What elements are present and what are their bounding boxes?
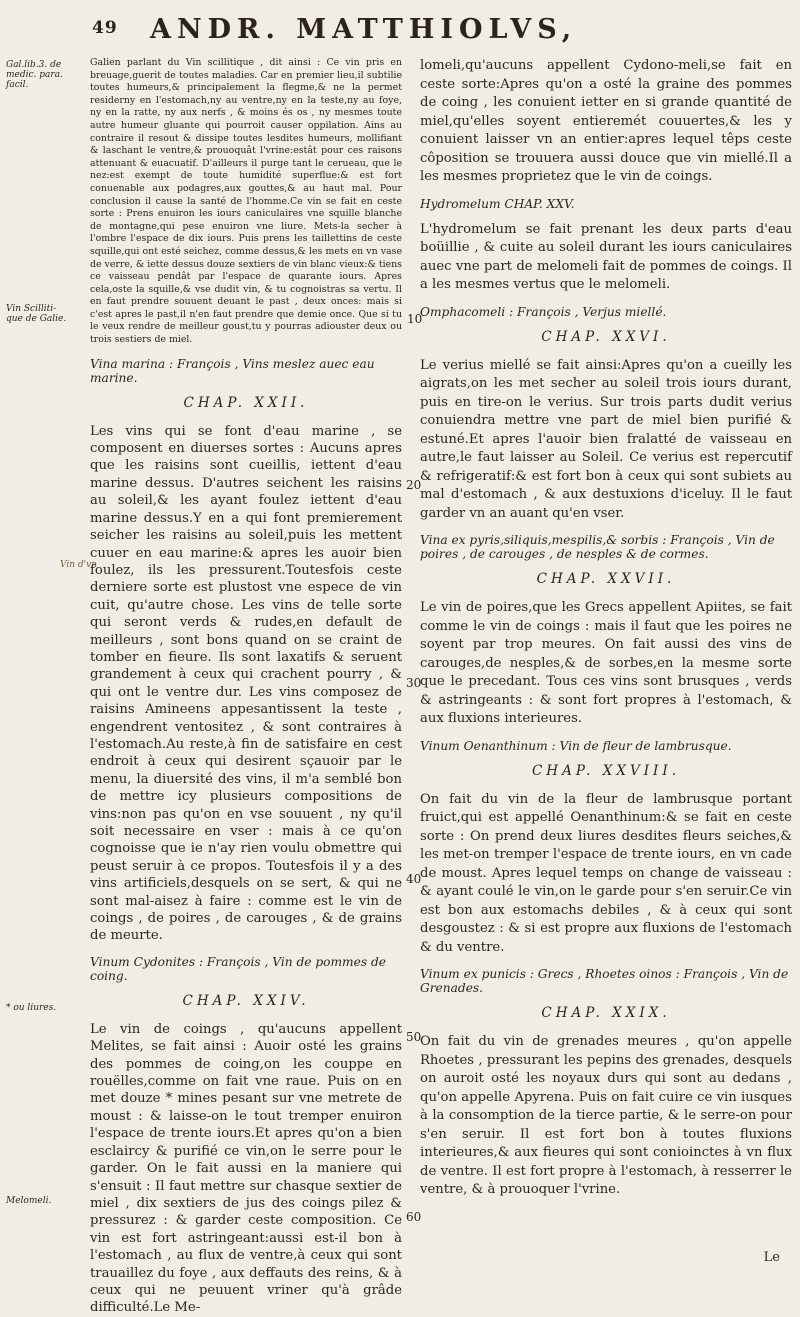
line-number: 10 — [407, 312, 423, 326]
paragraph-vins-marins: Les vins qui se font d'eau marine , se composent en diuerses sortes : Aucuns apres que les raisins sont cueillis, iettent d'eau marine dessus. D'autres seichent les raisins au soleil,& les ayant foulez iettent d'eau marine dessus.Y en a qui font premierement seicher les raisins au soleil,puis les mettent cuuer en eau marine:& apres les auoir bien foulez, ils les pressurent.Toutesfois ceste derniere sorte est plustost vne espece de vin cuit, qu'autre chose. Les vins de telle sorte qui seront verds & rudes,en default de meilleurs , sont bons quand on se craint de tomber en fieure. Ils sont laxatifs & seruent grandement à ceux qui crachent pourry , & qui ont le ventre dur. Les vins composez de raisins Amineens appesantissent la teste , engendrent ventositez , & sont contraires à l'estomach.Au reste,à fin de satisfaire en cest endroit à ceux qui desirent sçauoir par le menu, la diuersité des vins, il m'a semblé bon de mettre icy plusieurs compositions de vins:non pas qu'on en vse souuent , ny qu'il soit necessaire en vser : mais à ce qu'on cognoisse que ie n'ay rien voulu obmettre qui peust seruir à ce propos. Toutesfois il y a des vins artificiels,desquels on se sert, & qui ne sont mal-aisez à faire : comme est le vin de coings , de poires , de carouges , & de grains de meurte. — [90, 423, 402, 944]
heading-oenanthinum: Vinum Oenanthinum : Vin de fleur de lambrusque. — [420, 738, 732, 753]
margin-note-galen: Gal.lib.3. de medic. para. facil. — [6, 60, 63, 90]
chapter-heading: CHAP. XXVII. — [536, 571, 676, 587]
folio-number: 49 — [92, 18, 118, 38]
paragraph-hydromelum: L'hydromelum se fait prenant les deux parts d'eau boüillie , & cuite au soleil durant les iours caniculaires auec vne part de melomeli fait de pommes de coings. Il a les mesmes vertus que le melomeli. — [420, 221, 792, 292]
line-number: 50 — [406, 1030, 422, 1044]
line-number: 30 — [406, 676, 422, 690]
line-number: 20 — [406, 478, 422, 492]
running-head: ANDR. MATTHIOLVS, — [150, 14, 578, 45]
paragraph-lambrusque: On fait du vin de la fleur de lambrusque portant fruict,qui est appellé Oenanthinum:& se fait en ceste sorte : On prend deux liures desdites fleurs seiches,& les met-on tremper l'espace de trente iours, en vn cade de moust. Apres lequel temps on change de vaisseau : & ayant coulé le vin,on le garde pour s'en seruir.Ce vin est bon aux estomachs debiles , & à ceux qui sont desgoustez : & si est propre aux fluxions de l'estomach & du ventre. — [420, 791, 792, 955]
heading-vina-ex-pyris: Vina ex pyris,siliquis,mespilis,& sorbis : François , Vin de poires , de carouges , de nesples & de cormes. — [420, 533, 775, 561]
paragraph-verius-mielle: Le verius miellé se fait ainsi:Apres qu'on a cueilly les aigrats,on les met secher au soleil trois iours durant, puis en tire-on le verius. Sur trois parts dudit verius conuiendra mettre vne part de miel bien purifié & estuné.Et apres l'auoir bien fralatté de vaisseau en autre,le faut laisser au Soleil. Ce verius est repercutif & refrigeratif:& est fort bon à ceux qui sont subiets au mal d'estomach , & aux destuxions d'iceluy. Il le faut garder vn an auant qu'en vser. — [420, 357, 792, 521]
paragraph-grenades: On fait du vin de grenades meures , qu'on appelle Rhoetes , pressurant les pepins des grenades, desquels on auroit osté les noyaux durs qui sont au dedans , qu'on appelle Apyrena. Puis on fait cuire ce vin iusques à la consomption de la tierce partie, & le serre-on pour s'en seruir. Il est fort bon à toutes fluxions interieures,& aux fieures qui sont conioinctes à vn flux de ventre. Il est fort propre à l'estomach, à resserrer le ventre, & à prouoquer l'vrine. — [420, 1034, 792, 1197]
heading-omphacomeli: Omphacomeli : François , Verjus miellé. — [420, 304, 667, 319]
paragraph-scillitique: Galien parlant du Vin scillitique , dit ainsi : Ce vin pris en breuage,guerit de toutes maladies. Car en premier lieu,il subtilie toutes humeurs,& principalement la flegme,& ne la permet residerny en l'estomach,ny au ventre,ny en la teste,ny au foye, ny en la ratte, ny aux nerfs , & moins és os , ny mesmes toute autre humeur gluante qui pourroit causer oppilation. Ains au contraire il resout & dissipe toutes lesdites humeurs, mollifiant & laschant le ventre,& prouoquât l'vrine:estât pour ces raisons attenuant & euacuatif. D'ailleurs il purge tant le cerueau, que le nez:est exempt de toute humidité superflue:& est fort conuenable aux podagres,aux gouttes,& au haut mal. Pour conclusion il cause la santé de l'homme.Ce vin se fait en ceste sorte : Prens enuiron les iours caniculaires vne squille blanche de montagne,qui pese enuiron vne liure. Mets-la secher à l'ombre l'espace de dix iours. Puis prens les taillettins de ceste squille,qui ont esté seichez, comme dessus,& les mets en vn vase de verre, & iette dessus douze sextiers de vin blanc vieux:& tiens ce vaisseau pendât par l'espace de quarante iours. Apres cela,oste la squille,& vse dudit vin, & tu cognoistras sa vertu. Il en faut prendre souuent deuant le past , deux onces: mais si c'est apres le past,il n'en faut prendre que demie once. Que si tu le veux rendre de meilleur goust,tu y pourras adiouster deux ou trois sestiers de miel. — [90, 57, 402, 346]
paragraph-melomeli: lomeli,qu'aucuns appellent Cydono-meli,se fait en ceste sorte:Apres qu'on a osté la graine des pommes de coing , les conuient ietter en si grande quantité de miel,qu'elles soyent entieremét couuertes,& les y conuient laisser vn an entier:apres lequel têps ceste côposition se trouuera aussi douce que vin miellé.Il a les mesmes proprietez que le vin de coings. — [420, 58, 792, 184]
catchword: Le — [763, 1250, 780, 1265]
chapter-heading: CHAP. XXVIII. — [531, 762, 681, 779]
paragraph-vin-de-coings: Le vin de coings , qu'aucuns appellent Melites, se fait ainsi : Auoir osté les grains des pommes de coing,on les couppe en rouëlles,comme on fait vne raue. Puis on en met douze * mines pesant sur vne metrete de moust : & laisse-on le tout tremper enuiron l'espace de trente iours.Et apres qu'on a bien esclaircy & purifié ce vin,on le serre pour le garder. On le fait aussi en la maniere qui s'ensuit : Il faut mettre sur chasque sextier de miel , dix sextiers de jus des coings pilez & pressurez : & garder ceste composition. Ce vin est fort astringeant:aussi est-il bon à l'estomach , au flux de ventre,à ceux qui sont trauaillez du foye , aux deffauts des reins, & à ceux qui ne peuuent vriner qu'à grâde difficulté.Le Me- — [90, 1021, 402, 1316]
chapter-heading: CHAP. XXIX. — [541, 1005, 671, 1021]
heading-cydonites: Vinum Cydonites : François , Vin de pommes de coing. — [90, 954, 386, 983]
left-column — [90, 57, 402, 1317]
margin-note-ornament: Vin d'vn — [60, 560, 97, 570]
chapter-heading: CHAP. XXIV. — [182, 992, 310, 1009]
heading-vina-marina: Vina marina : François , Vins meslez auec eau marine. — [90, 356, 375, 385]
chapter-heading: CHAP. XXII. — [183, 394, 309, 411]
line-number: 60 — [406, 1210, 422, 1224]
paragraph-vin-de-poires: Le vin de poires,que les Grecs appellent Apiites, se fait comme le vin de coings : mais il faut que les poires ne soyent par trop meures. On fait aussi des vins de carouges,de nesples,& de sorbes,en la mesme sorte que le precedant. Tous ces vins sont brusques , verds & astringeants : & sont fort propres à l'estomach, & aux fluxions interieures. — [420, 600, 792, 726]
heading-hydromelum: Hydromelum CHAP. XXV. — [420, 196, 575, 211]
line-number: 40 — [406, 872, 422, 886]
margin-note-melomeli: Melomeli. — [6, 1196, 52, 1206]
chapter-heading: CHAP. XXVI. — [541, 328, 671, 345]
margin-note-scillitique: Vin Scilliti-que de Galie. — [6, 304, 67, 324]
margin-note-liures: * ou liures. — [6, 1003, 57, 1013]
heading-ex-punicis: Vinum ex punicis : Grecs , Rhoetes oinos : François , Vin de Grenades. — [420, 967, 789, 995]
right-column — [420, 57, 792, 1200]
